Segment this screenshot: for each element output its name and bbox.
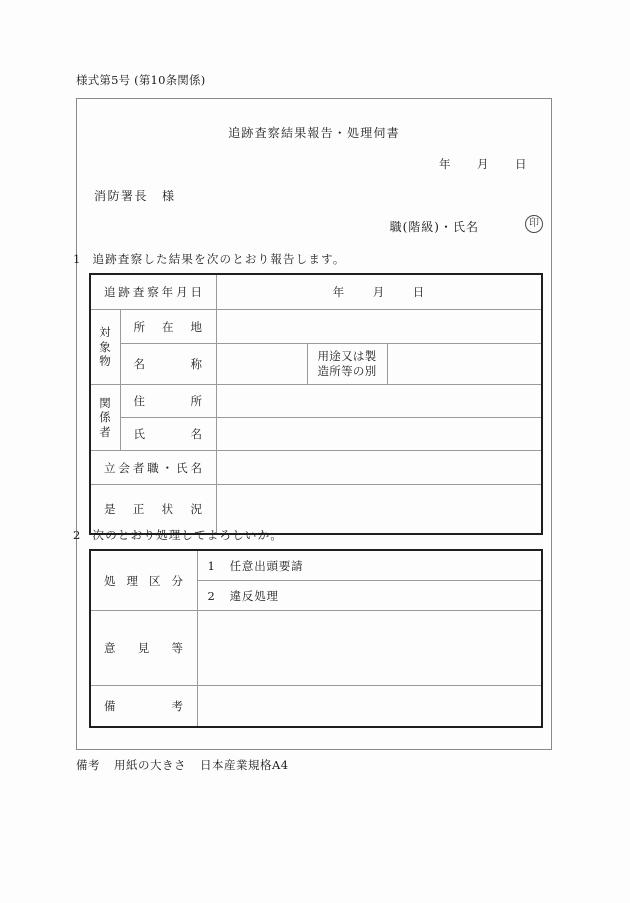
usage-value-cell[interactable]	[387, 344, 542, 385]
table-row	[90, 418, 542, 451]
inspection-date-year: 年	[332, 285, 345, 299]
option-2-number: 2	[207, 588, 216, 603]
location-label-cell	[120, 310, 216, 344]
opinion-label-cell	[90, 611, 197, 686]
form-number: 様式第5号 (第10条関係)	[76, 73, 206, 87]
witness-value-cell[interactable]	[216, 451, 542, 485]
footer-note-text-1: 用紙の大きさ	[114, 758, 186, 772]
correction-label: 是正状況	[104, 502, 203, 516]
table-row	[90, 344, 542, 385]
addressee-honorific: 様	[162, 189, 176, 203]
inspection-date-value-cell[interactable]	[216, 274, 542, 310]
remarks-label-cell	[90, 686, 197, 728]
address-value-cell[interactable]	[216, 385, 542, 418]
table-row	[90, 385, 542, 418]
target-group-label	[91, 325, 120, 368]
inspection-date-label-cell	[90, 274, 216, 310]
address-label: 住所	[133, 394, 203, 408]
table-row	[90, 310, 542, 344]
target-group-char-3: 物	[99, 354, 112, 369]
inspection-date-label: 追跡査察年月日	[104, 285, 203, 299]
usage-label-line-2: 造所等の別	[317, 364, 377, 378]
option-2	[198, 589, 279, 603]
address-label-cell	[120, 385, 216, 418]
person-name-label-cell	[120, 418, 216, 451]
section-1-heading	[73, 251, 346, 267]
target-group-label-cell	[90, 310, 120, 385]
section-2-heading	[73, 527, 283, 543]
option-1	[198, 559, 304, 573]
person-name-label: 氏名	[133, 427, 203, 441]
disposition-table	[89, 549, 543, 728]
section-1-number: 1	[73, 252, 82, 266]
target-group-char-1: 対	[99, 325, 112, 340]
remarks-value-cell[interactable]	[197, 686, 542, 728]
party-group-label-cell	[90, 385, 120, 451]
table-row	[90, 686, 542, 728]
usage-label-cell	[307, 344, 387, 385]
inspection-date-month: 月	[372, 285, 385, 299]
table-row	[90, 611, 542, 686]
name-label-cell	[120, 344, 216, 385]
footer-note-label: 備考	[76, 758, 100, 772]
addressee	[94, 187, 176, 204]
category-label-cell	[90, 550, 197, 611]
table-row	[90, 550, 542, 581]
party-group-char-3: 者	[99, 424, 112, 439]
location-value-cell[interactable]	[216, 310, 542, 344]
document-frame	[73, 98, 552, 750]
inspection-date-value	[217, 284, 542, 300]
usage-label-line-1: 用途又は製	[317, 349, 377, 364]
party-group-char-2: 係	[99, 410, 112, 425]
location-label: 所在地	[133, 319, 203, 334]
option-1-cell[interactable]	[197, 550, 542, 581]
addressee-recipient: 消防署長	[94, 189, 149, 203]
person-name-value-cell[interactable]	[216, 418, 542, 451]
footer-note	[76, 757, 289, 773]
category-label: 処理区分	[104, 573, 184, 588]
signer-label: 職(階級)・氏名	[389, 220, 479, 234]
table-row	[90, 451, 542, 485]
table-row	[90, 274, 542, 310]
option-2-label: 違反処理	[229, 588, 279, 603]
page-title: 追跡査察結果報告・処理伺書	[228, 126, 400, 140]
footer-note-text-2: 日本産業規格A4	[200, 758, 289, 772]
header-date-line	[439, 156, 527, 172]
inspection-date-day: 日	[412, 285, 425, 299]
opinion-label: 意見等	[104, 641, 184, 655]
witness-label: 立会者職・氏名	[104, 460, 203, 475]
header-date-day: 日	[515, 157, 527, 171]
section-1-text: 追跡査察した結果を次のとおり報告します。	[92, 252, 346, 266]
seal-icon: 印	[525, 215, 543, 233]
section-2-number: 2	[73, 528, 82, 542]
option-1-number: 1	[207, 558, 216, 573]
header-date-month: 月	[477, 157, 489, 171]
inspection-result-table	[89, 273, 543, 535]
option-2-cell[interactable]	[197, 581, 542, 611]
remarks-label: 備考	[104, 699, 184, 713]
target-group-char-2: 象	[99, 339, 112, 354]
option-1-label: 任意出頭要請	[229, 558, 304, 573]
name-label: 名称	[133, 357, 203, 371]
header-date-year: 年	[439, 157, 451, 171]
party-group-char-1: 関	[99, 395, 112, 410]
party-group-label	[91, 396, 120, 439]
witness-label-cell	[90, 451, 216, 485]
section-2-text: 次のとおり処理してよろしいか。	[92, 528, 284, 542]
opinion-value-cell[interactable]	[197, 611, 542, 686]
usage-label	[308, 349, 387, 379]
name-value-cell[interactable]	[216, 344, 307, 385]
